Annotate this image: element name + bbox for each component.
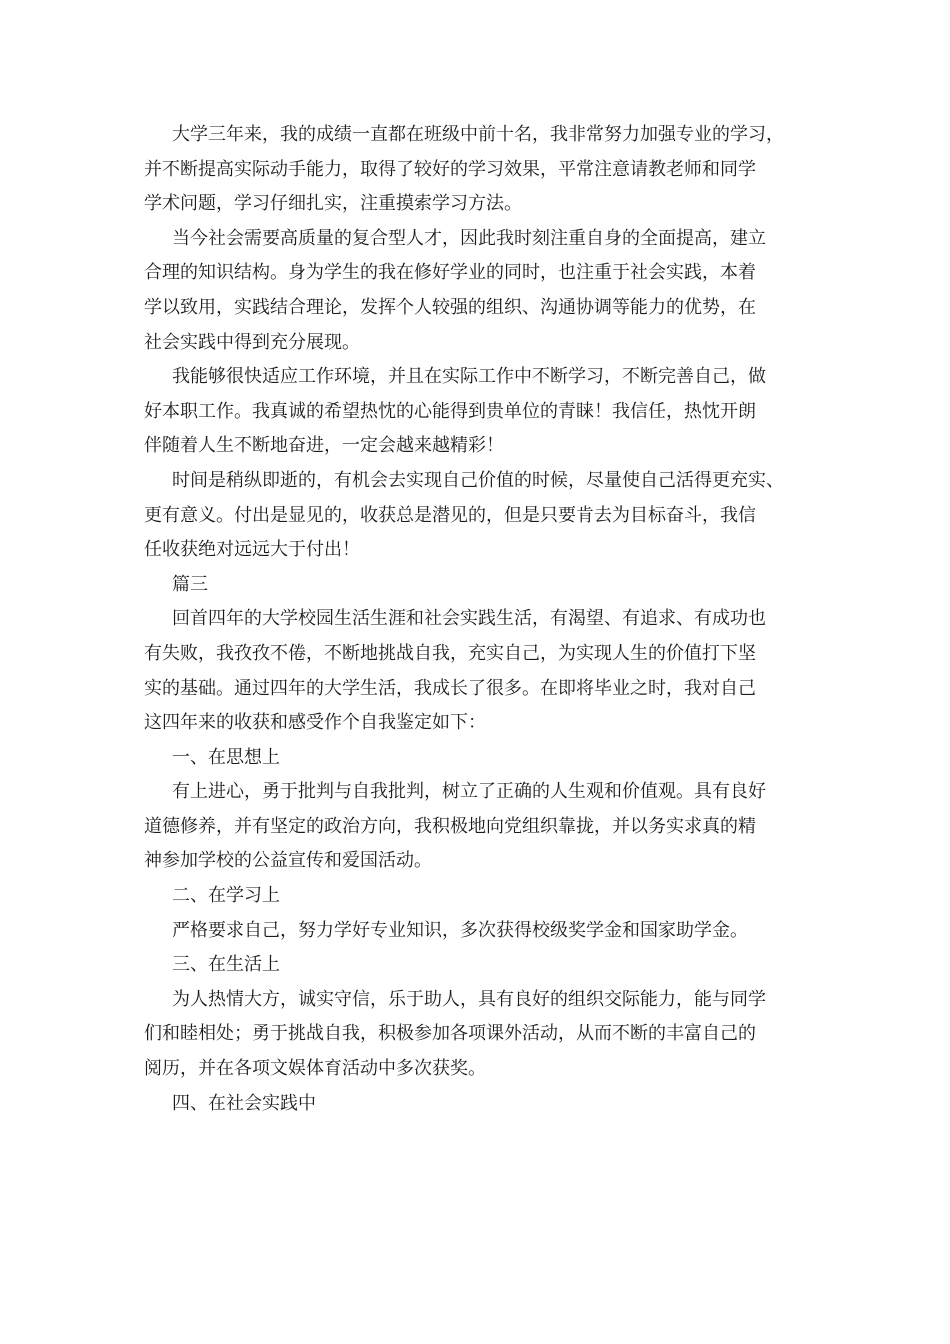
document-line: 严格要求自己，努力学好专业知识，多次获得校级奖学金和国家助学金。 [172, 919, 748, 941]
document-line: 学术问题，学习仔细扎实，注重摸索学习方法。 [144, 193, 522, 215]
document-line: 我能够很快适应工作环境，并且在实际工作中不断学习，不断完善自己，做 [172, 366, 766, 388]
document-line: 伴随着人生不断地奋进，一定会越来越精彩！ [144, 435, 504, 457]
document-line: 回首四年的大学校园生活生涯和社会实践生活，有渴望、有追求、有成功也 [172, 608, 766, 630]
document-line: 二、在学习上 [172, 885, 280, 907]
document-line: 任收获绝对远远大于付出！ [144, 539, 360, 561]
document-line: 有失败，我孜孜不倦，不断地挑战自我，充实自己，为实现人生的价值打下坚 [144, 642, 756, 664]
document-line: 好本职工作。我真诚的希望热忱的心能得到贵单位的青睐！我信任，热忱开朗 [144, 400, 756, 422]
document-line: 们和睦相处；勇于挑战自我，积极参加各项课外活动，从而不断的丰富自己的 [144, 1023, 756, 1045]
document-line: 篇三 [172, 573, 208, 595]
document-line: 当今社会需要高质量的复合型人才，因此我时刻注重自身的全面提高，建立 [172, 227, 766, 249]
document-line: 道德修养，并有坚定的政治方向，我积极地向党组织靠拢，并以务实求真的精 [144, 815, 756, 837]
document-line: 合理的知识结构。身为学生的我在修好学业的同时，也注重于社会实践，本着 [144, 262, 756, 284]
document-line: 这四年来的收获和感受作个自我鉴定如下： [144, 712, 486, 734]
document-line: 并不断提高实际动手能力，取得了较好的学习效果，平常注意请教老师和同学 [144, 158, 756, 180]
document-line: 有上进心，勇于批判与自我批判，树立了正确的人生观和价值观。具有良好 [172, 781, 766, 803]
document-line: 为人热情大方，诚实守信，乐于助人，具有良好的组织交际能力，能与同学 [172, 988, 766, 1010]
document-line: 社会实践中得到充分展现。 [144, 331, 360, 353]
document-line: 神参加学校的公益宣传和爱国活动。 [144, 850, 432, 872]
document-line: 大学三年来，我的成绩一直都在班级中前十名，我非常努力加强专业的学习， [172, 124, 784, 145]
document-line: 四、在社会实践中 [172, 1092, 316, 1114]
document-line: 更有意义。付出是显见的，收获总是潜见的，但是只要肯去为目标奋斗，我信 [144, 504, 756, 526]
document-line: 三、在生活上 [172, 954, 280, 976]
document-line: 实的基础。通过四年的大学生活，我成长了很多。在即将毕业之时，我对自己 [144, 677, 756, 699]
document-body [144, 118, 824, 1121]
document-line: 一、在思想上 [172, 746, 280, 768]
document-line: 学以致用，实践结合理论，发挥个人较强的组织、沟通协调等能力的优势，在 [144, 296, 756, 318]
document-line: 阅历，并在各项文娱体育活动中多次获奖。 [144, 1058, 486, 1080]
document-line: 时间是稍纵即逝的，有机会去实现自己价值的时候，尽量使自己活得更充实、 [172, 469, 784, 491]
